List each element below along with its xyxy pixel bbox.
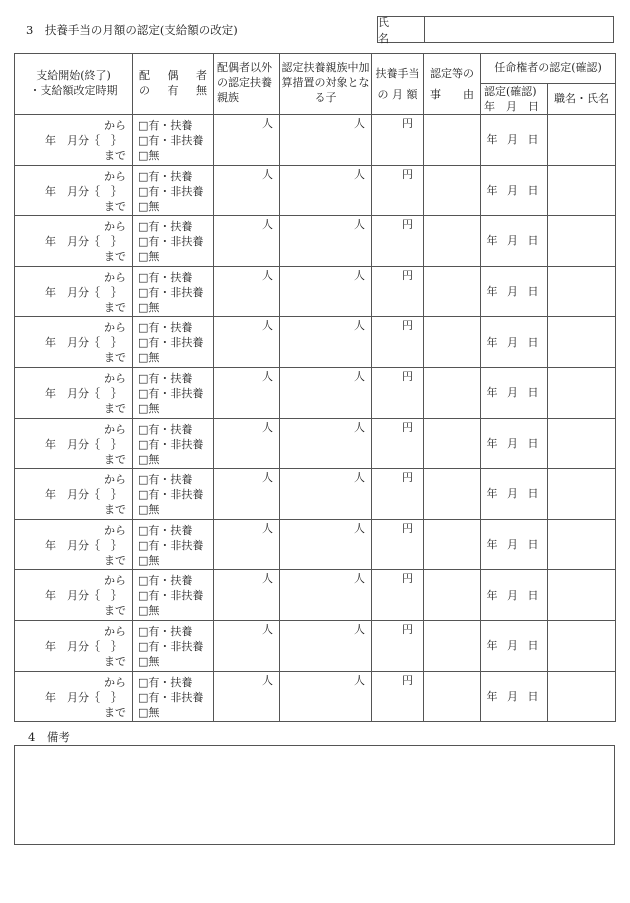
official-name-cell[interactable] bbox=[548, 317, 616, 368]
table-row bbox=[15, 671, 616, 722]
spouse-dependent-checkbox[interactable]: □有・扶養 bbox=[138, 523, 193, 537]
official-name-cell[interactable] bbox=[548, 165, 616, 216]
monthly-amount-cell[interactable]: 円 bbox=[372, 519, 424, 570]
header-official-name: 職名・氏名 bbox=[548, 84, 616, 115]
no-spouse-checkbox[interactable]: □無 bbox=[138, 452, 160, 466]
certification-date-cell[interactable]: 年 月 日 bbox=[481, 115, 548, 166]
year-month-label: 年 月分｛ ｝ bbox=[45, 386, 122, 400]
until-label: まで bbox=[104, 149, 126, 162]
no-spouse-checkbox[interactable]: □無 bbox=[138, 250, 160, 264]
header-monthly-amount: 扶養手当 の 月 額 bbox=[372, 54, 424, 115]
spouse-nondependent-checkbox[interactable]: □有・非扶養 bbox=[138, 488, 204, 502]
reason-cell[interactable] bbox=[424, 115, 481, 166]
remarks-field[interactable] bbox=[14, 745, 615, 845]
certification-date-cell[interactable]: 年 月 日 bbox=[481, 671, 548, 722]
dependency-allowance-table bbox=[14, 53, 616, 722]
header-certification-date: 認定(確認) 年 月 日 bbox=[481, 84, 548, 115]
start-period-cell[interactable] bbox=[15, 570, 133, 621]
no-spouse-checkbox[interactable]: □無 bbox=[138, 401, 160, 415]
no-spouse-checkbox[interactable]: □無 bbox=[138, 604, 160, 618]
child-addition-count-cell[interactable]: 人 bbox=[280, 519, 372, 570]
child-addition-count-cell[interactable]: 人 bbox=[280, 115, 372, 166]
table-row bbox=[15, 165, 616, 216]
other-dependents-count-cell[interactable]: 人 bbox=[214, 671, 280, 722]
certification-date-cell[interactable]: 年 月 日 bbox=[481, 317, 548, 368]
other-dependents-count-cell[interactable]: 人 bbox=[214, 367, 280, 418]
official-name-cell[interactable] bbox=[548, 266, 616, 317]
official-name-cell[interactable] bbox=[548, 469, 616, 520]
from-label: から bbox=[104, 422, 126, 436]
child-addition-count-cell[interactable]: 人 bbox=[280, 671, 372, 722]
certification-date-cell[interactable]: 年 月 日 bbox=[481, 266, 548, 317]
spouse-status-cell bbox=[133, 671, 214, 722]
start-period-cell[interactable] bbox=[15, 418, 133, 469]
until-label: まで bbox=[104, 250, 126, 264]
table-row bbox=[15, 216, 616, 267]
start-period-cell[interactable] bbox=[15, 266, 133, 317]
from-label: から bbox=[104, 220, 126, 234]
other-dependents-count-cell[interactable]: 人 bbox=[214, 570, 280, 621]
spouse-status-cell bbox=[133, 216, 214, 267]
child-addition-count-cell[interactable]: 人 bbox=[280, 469, 372, 520]
reason-cell[interactable] bbox=[424, 165, 481, 216]
spouse-status-cell bbox=[133, 165, 214, 216]
reason-cell[interactable] bbox=[424, 620, 481, 671]
child-addition-count-cell[interactable]: 人 bbox=[280, 570, 372, 621]
year-month-label: 年 月分｛ ｝ bbox=[45, 285, 122, 299]
no-spouse-checkbox[interactable]: □無 bbox=[138, 300, 160, 314]
no-spouse-checkbox[interactable]: □無 bbox=[138, 351, 160, 365]
spouse-dependent-checkbox[interactable]: □有・扶養 bbox=[138, 371, 193, 385]
monthly-amount-cell[interactable]: 円 bbox=[372, 418, 424, 469]
no-spouse-checkbox[interactable]: □無 bbox=[138, 503, 160, 517]
spouse-status-cell bbox=[133, 266, 214, 317]
from-label: から bbox=[104, 270, 126, 284]
until-label: まで bbox=[104, 705, 126, 719]
header-appointer-certification: 任命権者の認定(確認) bbox=[481, 54, 616, 84]
start-period-cell[interactable] bbox=[15, 469, 133, 520]
start-period-cell[interactable] bbox=[15, 620, 133, 671]
reason-cell[interactable] bbox=[424, 367, 481, 418]
spouse-status-cell bbox=[133, 317, 214, 368]
monthly-amount-cell[interactable]: 円 bbox=[372, 570, 424, 621]
spouse-status-cell bbox=[133, 519, 214, 570]
header-child-addition: 認定扶養親族中加算措置の対象となる子 bbox=[280, 54, 372, 115]
year-month-label: 年 月分｛ ｝ bbox=[45, 184, 122, 198]
year-month-label: 年 月分｛ ｝ bbox=[45, 134, 122, 147]
year-month-label: 年 月分｛ ｝ bbox=[45, 336, 122, 350]
start-period-cell[interactable] bbox=[15, 317, 133, 368]
monthly-amount-cell[interactable]: 円 bbox=[372, 367, 424, 418]
table-row bbox=[15, 418, 616, 469]
spouse-nondependent-checkbox[interactable]: □有・非扶養 bbox=[138, 134, 204, 147]
until-label: まで bbox=[104, 503, 126, 517]
spouse-nondependent-checkbox[interactable]: □有・非扶養 bbox=[138, 589, 204, 603]
other-dependents-count-cell[interactable]: 人 bbox=[214, 115, 280, 166]
table-row bbox=[15, 469, 616, 520]
child-addition-count-cell[interactable]: 人 bbox=[280, 620, 372, 671]
start-period-cell[interactable] bbox=[15, 165, 133, 216]
until-label: まで bbox=[104, 351, 126, 365]
section-4-title: 4 備考 bbox=[28, 730, 70, 744]
official-name-cell[interactable] bbox=[548, 620, 616, 671]
spouse-dependent-checkbox[interactable]: □有・扶養 bbox=[138, 169, 193, 183]
spouse-dependent-checkbox[interactable]: □有・扶養 bbox=[138, 321, 193, 335]
spouse-dependent-checkbox[interactable]: □有・扶養 bbox=[138, 624, 193, 638]
official-name-cell[interactable] bbox=[548, 519, 616, 570]
spouse-status-cell bbox=[133, 367, 214, 418]
until-label: まで bbox=[104, 199, 126, 213]
certification-date-cell[interactable]: 年 月 日 bbox=[481, 620, 548, 671]
start-period-cell[interactable] bbox=[15, 367, 133, 418]
reason-cell[interactable] bbox=[424, 418, 481, 469]
from-label: から bbox=[104, 523, 126, 537]
no-spouse-checkbox[interactable]: □無 bbox=[138, 149, 160, 162]
table-row bbox=[15, 115, 616, 166]
reason-cell[interactable] bbox=[424, 570, 481, 621]
no-spouse-checkbox[interactable]: □無 bbox=[138, 705, 160, 719]
child-addition-count-cell[interactable]: 人 bbox=[280, 266, 372, 317]
official-name-cell[interactable] bbox=[548, 570, 616, 621]
year-month-label: 年 月分｛ ｝ bbox=[45, 639, 122, 653]
header-reason: 認定等の 事 由 bbox=[424, 54, 481, 115]
monthly-amount-cell[interactable]: 円 bbox=[372, 216, 424, 267]
reason-cell[interactable] bbox=[424, 671, 481, 722]
table-row bbox=[15, 317, 616, 368]
section-3-title: 3 扶養手当の月額の認定(支給額の改定) bbox=[26, 23, 238, 37]
spouse-dependent-checkbox[interactable]: □有・扶養 bbox=[138, 473, 193, 487]
other-dependents-count-cell[interactable]: 人 bbox=[214, 266, 280, 317]
from-label: から bbox=[104, 675, 126, 689]
certification-date-cell[interactable]: 年 月 日 bbox=[481, 165, 548, 216]
until-label: まで bbox=[104, 553, 126, 567]
spouse-nondependent-checkbox[interactable]: □有・非扶養 bbox=[138, 235, 204, 249]
certification-date-cell[interactable]: 年 月 日 bbox=[481, 367, 548, 418]
from-label: から bbox=[104, 624, 126, 638]
from-label: から bbox=[104, 473, 126, 487]
spouse-status-cell bbox=[133, 570, 214, 621]
until-label: まで bbox=[104, 452, 126, 466]
spouse-nondependent-checkbox[interactable]: □有・非扶養 bbox=[138, 538, 204, 552]
start-period-cell[interactable] bbox=[15, 216, 133, 267]
spouse-dependent-checkbox[interactable]: □有・扶養 bbox=[138, 220, 193, 234]
no-spouse-checkbox[interactable]: □無 bbox=[138, 654, 160, 668]
other-dependents-count-cell[interactable]: 人 bbox=[214, 469, 280, 520]
spouse-dependent-checkbox[interactable]: □有・扶養 bbox=[138, 270, 193, 284]
until-label: まで bbox=[104, 401, 126, 415]
reason-cell[interactable] bbox=[424, 266, 481, 317]
spouse-status-cell bbox=[133, 418, 214, 469]
spouse-dependent-checkbox[interactable]: □有・扶養 bbox=[138, 422, 193, 436]
no-spouse-checkbox[interactable]: □無 bbox=[138, 199, 160, 213]
spouse-nondependent-checkbox[interactable]: □有・非扶養 bbox=[138, 437, 204, 451]
header-start-period: 支給開始(終了) ・支給額改定時期 bbox=[15, 54, 133, 115]
from-label: から bbox=[104, 169, 126, 183]
table-row bbox=[15, 266, 616, 317]
monthly-amount-cell[interactable]: 円 bbox=[372, 620, 424, 671]
from-label: から bbox=[104, 574, 126, 588]
spouse-dependent-checkbox[interactable]: □有・扶養 bbox=[138, 119, 193, 132]
name-box bbox=[377, 16, 614, 43]
certification-date-cell[interactable]: 年 月 日 bbox=[481, 570, 548, 621]
monthly-amount-cell[interactable]: 円 bbox=[372, 165, 424, 216]
spouse-dependent-checkbox[interactable]: □有・扶養 bbox=[138, 574, 193, 588]
spouse-status-cell bbox=[133, 115, 214, 166]
from-label: から bbox=[104, 321, 126, 335]
child-addition-count-cell[interactable]: 人 bbox=[280, 216, 372, 267]
year-month-label: 年 月分｛ ｝ bbox=[45, 488, 122, 502]
until-label: まで bbox=[104, 604, 126, 618]
header-other-dependents: 配偶者以外の認定扶養親族 bbox=[214, 54, 280, 115]
year-month-label: 年 月分｛ ｝ bbox=[45, 235, 122, 249]
name-field[interactable] bbox=[425, 17, 613, 42]
child-addition-count-cell[interactable]: 人 bbox=[280, 418, 372, 469]
spouse-nondependent-checkbox[interactable]: □有・非扶養 bbox=[138, 336, 204, 350]
certification-date-cell[interactable]: 年 月 日 bbox=[481, 418, 548, 469]
other-dependents-count-cell[interactable]: 人 bbox=[214, 165, 280, 216]
reason-cell[interactable] bbox=[424, 469, 481, 520]
table-row bbox=[15, 570, 616, 621]
spouse-status-cell bbox=[133, 620, 214, 671]
year-month-label: 年 月分｛ ｝ bbox=[45, 437, 122, 451]
spouse-nondependent-checkbox[interactable]: □有・非扶養 bbox=[138, 386, 204, 400]
other-dependents-count-cell[interactable]: 人 bbox=[214, 519, 280, 570]
start-period-cell[interactable] bbox=[15, 115, 133, 166]
spouse-nondependent-checkbox[interactable]: □有・非扶養 bbox=[138, 690, 204, 704]
year-month-label: 年 月分｛ ｝ bbox=[45, 690, 122, 704]
certification-date-cell[interactable]: 年 月 日 bbox=[481, 519, 548, 570]
certification-date-cell[interactable]: 年 月 日 bbox=[481, 469, 548, 520]
start-period-cell[interactable] bbox=[15, 519, 133, 570]
monthly-amount-cell[interactable]: 円 bbox=[372, 115, 424, 166]
other-dependents-count-cell[interactable]: 人 bbox=[214, 216, 280, 267]
spouse-nondependent-checkbox[interactable]: □有・非扶養 bbox=[138, 639, 204, 653]
header-spouse: 配 偶 者 の 有 無 bbox=[133, 54, 214, 115]
spouse-dependent-checkbox[interactable]: □有・扶養 bbox=[138, 675, 193, 689]
other-dependents-count-cell[interactable]: 人 bbox=[214, 418, 280, 469]
year-month-label: 年 月分｛ ｝ bbox=[45, 589, 122, 603]
no-spouse-checkbox[interactable]: □無 bbox=[138, 553, 160, 567]
from-label: から bbox=[104, 119, 126, 132]
official-name-cell[interactable] bbox=[548, 115, 616, 166]
official-name-cell[interactable] bbox=[548, 216, 616, 267]
from-label: から bbox=[104, 371, 126, 385]
until-label: まで bbox=[104, 300, 126, 314]
table-row bbox=[15, 620, 616, 671]
monthly-amount-cell[interactable]: 円 bbox=[372, 469, 424, 520]
spouse-nondependent-checkbox[interactable]: □有・非扶養 bbox=[138, 285, 204, 299]
other-dependents-count-cell[interactable]: 人 bbox=[214, 317, 280, 368]
other-dependents-count-cell[interactable]: 人 bbox=[214, 620, 280, 671]
monthly-amount-cell[interactable]: 円 bbox=[372, 266, 424, 317]
monthly-amount-cell[interactable]: 円 bbox=[372, 317, 424, 368]
table-row bbox=[15, 519, 616, 570]
official-name-cell[interactable] bbox=[548, 418, 616, 469]
name-label: 氏 名 bbox=[378, 17, 425, 42]
reason-cell[interactable] bbox=[424, 216, 481, 267]
certification-date-cell[interactable]: 年 月 日 bbox=[481, 216, 548, 267]
year-month-label: 年 月分｛ ｝ bbox=[45, 538, 122, 552]
start-period-cell[interactable] bbox=[15, 671, 133, 722]
spouse-status-cell bbox=[133, 469, 214, 520]
child-addition-count-cell[interactable]: 人 bbox=[280, 317, 372, 368]
table-row bbox=[15, 367, 616, 418]
reason-cell[interactable] bbox=[424, 317, 481, 368]
child-addition-count-cell[interactable]: 人 bbox=[280, 367, 372, 418]
until-label: まで bbox=[104, 654, 126, 668]
reason-cell[interactable] bbox=[424, 519, 481, 570]
spouse-nondependent-checkbox[interactable]: □有・非扶養 bbox=[138, 184, 204, 198]
monthly-amount-cell[interactable]: 円 bbox=[372, 671, 424, 722]
official-name-cell[interactable] bbox=[548, 671, 616, 722]
official-name-cell[interactable] bbox=[548, 367, 616, 418]
child-addition-count-cell[interactable]: 人 bbox=[280, 165, 372, 216]
